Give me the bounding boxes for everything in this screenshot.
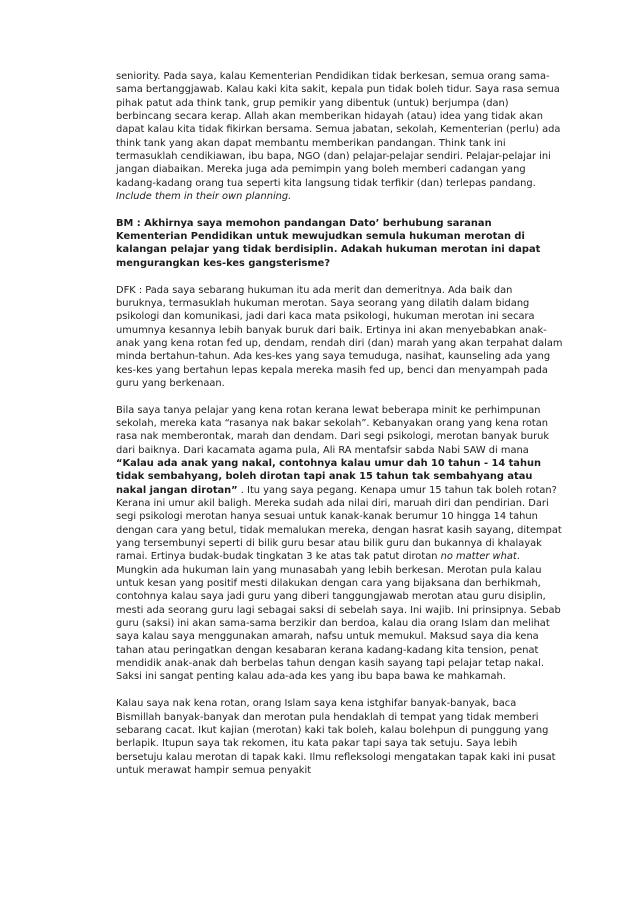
- paragraph-3-text-b: . Itu yang saya pegang. Kenapa umur 15 tahun tak boleh rotan? Kerana ini umur akil baligh. Mereka sudah ada nilai diri, maruah diri dan pendirian. Dari segi psikologi merotan hanya sesuai untuk kanak-kanak berumur 10 hingga 14 tahun dengan cara yang betul, tidak memalukan mereka, dengan hasrat kasih sayang, ditempat yang tersembunyi seperti di bilik guru besar atau bilik guru dan bukannya di khalayak ramai. Ertinya budak-budak tingkatan 3 ke atas tak patut dirotan: [116, 484, 562, 563]
- interview-question: BM : Akhirnya saya memohon pandangan Dato’ berhubung saranan Kementerian Pendidikan untuk mewujudkan semula hukuman merotan di kalangan pelajar yang tidak berdisiplin. Adakah hukuman merotan ini dapat mengurangkan kes-kes gangsterisme?: [116, 217, 541, 269]
- paragraph-1: [116, 70, 564, 203]
- paragraph-3-text-c: . Mungkin ada hukuman lain yang munasabah yang lebih berkesan. Merotan pula kalau untuk kesan yang positif mesti dilakukan dengan cara yang bijaksana dan berhikmah, contohnya kalau saya jadi guru yang diberi tanggungjawab merotan atau guru disiplin, mesti ada seorang guru lagi sebagai saksi di sebelah saya. Ini wajib. Ini prinsipnya. Sebab guru (saksi) ini akan sama-sama berzikir dan berdoa, kalau dia orang Islam dan melihat saya kalau saya menggunakan amarah, nafsu untuk memukul. Maksud saya dia kena tahan atau peringatkan dengan kesabaran kerana kadang-kadang kita tension, penat mendidik anak-anak dah berbelas tahun dengan kasih sayang tapi pelajar tetap nakal. Saksi ini sangat penting kalau ada-ada kes yang ibu bapa bawa ke mahkamah.: [116, 551, 561, 683]
- document-page: [116, 70, 564, 777]
- paragraph-3-italic: no matter what: [440, 551, 517, 563]
- paragraph-1-italic: Include them in their own planning.: [116, 191, 292, 203]
- paragraph-3: [116, 404, 564, 684]
- paragraph-4: Kalau saya nak kena rotan, orang Islam saya kena istghifar banyak-banyak, baca Bismillah banyak-banyak dan merotan pula hendaklah di tempat yang tidak memberi sebarang cacat. Ikut kajian (merotan) kaki tak boleh, kalau bolehpun di punggung yang berlapik. Itupun saya tak rekomen, itu kata pakar tapi saya tak setuju. Saya lebih bersetuju kalau merotan di tapak kaki. Ilmu refleksologi mengatakan tapak kaki ini pusat untuk merawat hampir semua penyakit: [116, 698, 556, 776]
- paragraph-1-text: seniority. Pada saya, kalau Kementerian Pendidikan tidak berkesan, semua orang sama-sama bertanggjawab. Kalau kaki kita sakit, kepala pun tidak boleh tidur. Saya rasa semua pihak patut ada think tank, grup pemikir yang dibentuk (untuk) berjumpa (dan) berbincang secara kerap. Allah akan memberikan hidayah (atau) idea yang tidak akan dapat kalau kita tidak fikirkan bersama. Semua jabatan, sekolah, Kementerian (perlu) ada think tank yang akan dapat membantu memberikan pandangan. Think tank ini termasuklah cendikiawan, ibu bapa, NGO (dan) pelajar-pelajar sendiri. Pelajar-pelajar ini jangan diabaikan. Mereka juga ada pemimpin yang boleh memberi cadangan yang kadang-kadang orang tua seperti kita langsung tidak terfikir (dan) terlepas pandang.: [116, 71, 561, 189]
- paragraph-2: DFK : Pada saya sebarang hukuman itu ada merit dan demeritnya. Ada baik dan buruknya, termasuklah hukuman merotan. Saya seorang yang dilatih dalam bidang psikologi dan komunikasi, jadi dari kaca mata psikologi, hukuman merotan ini secara umumnya kesannya lebih banyak buruk dari baik. Ertinya ini akan menyebabkan anak-anak yang kena rotan fed up, dendam, rendah diri (dan) marah yang akan terpahat dalam minda bertahun-tahun. Ada kes-kes yang saya temuduga, nasihat, kaunseling ada yang kes-kes yang bertahun lepas kepala mereka masih fed up, benci dan menyampah pada guru yang berkenaan.: [116, 284, 563, 389]
- paragraph-3-text-a: Bila saya tanya pelajar yang kena rotan kerana lewat beberapa minit ke perhimpunan sekolah, mereka kata “rasanya nak bakar sekolah”. Kebanyakan orang yang kena rotan rasa nak memberontak, marah dan dendam. Dari segi psikologi, merotan banyak buruk dari baiknya. Dari kacamata agama pula, Ali RA mentafsir sabda Nabi SAW di mana: [116, 404, 550, 456]
- hadith-quote: “Kalau ada anak yang nakal, contohnya kalau umur dah 10 tahun - 14 tahun tidak sembahyang, boleh dirotan tapi anak 15 tahun tak sembahyang atau nakal jangan dirotan”: [116, 457, 541, 496]
